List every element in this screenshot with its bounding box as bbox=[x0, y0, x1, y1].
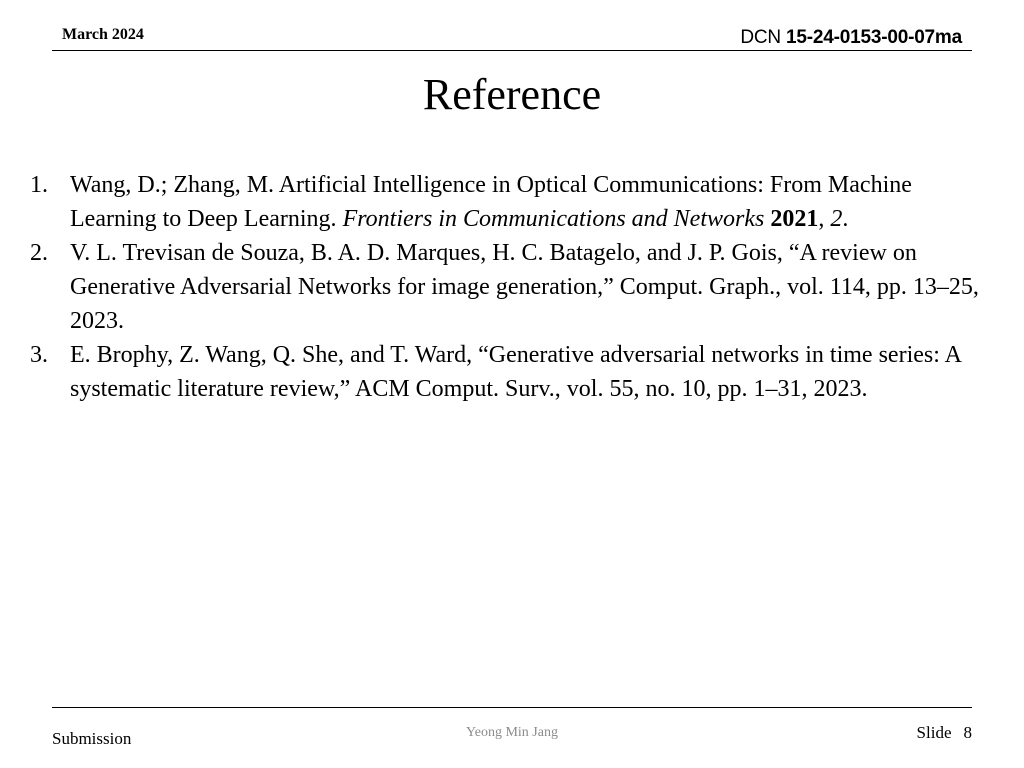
reference-journal: Frontiers in Communications and Networks bbox=[342, 206, 765, 232]
reference-text: V. L. Trevisan de Souza, B. A. D. Marques, H. C. Batagelo, and J. P. Gois, “A review on Generative Adversarial Networks for image generation,” Comput. Graph., vol. 114, pp. 13–25, 2023. bbox=[70, 240, 979, 334]
reference-end: . bbox=[842, 206, 849, 232]
footer-submission: Submission bbox=[52, 729, 132, 748]
reference-item bbox=[28, 168, 996, 236]
reference-number: 1. bbox=[30, 172, 48, 198]
header-date: March 2024 bbox=[62, 26, 144, 43]
slide-number: 8 bbox=[963, 723, 972, 742]
dcn-label: DCN bbox=[740, 27, 781, 48]
header-divider bbox=[52, 50, 972, 51]
reference-volume: 2 bbox=[830, 206, 843, 232]
slide-title: Reference bbox=[422, 70, 602, 119]
reference-year: 2021 bbox=[770, 206, 819, 232]
reference-number: 2. bbox=[30, 240, 48, 266]
reference-text: E. Brophy, Z. Wang, Q. She, and T. Ward, “Generative adversarial networks in time series: A systematic literature review,” ACM Comput. Surv., vol. 55, no. 10, pp. 1–31, 2023. bbox=[70, 342, 961, 402]
dcn-number: 15-24-0153-00-07ma bbox=[786, 27, 962, 48]
reference-list bbox=[28, 168, 996, 406]
reference-number: 3. bbox=[30, 342, 48, 368]
footer-author: Yeong Min Jang bbox=[466, 725, 558, 740]
document-control-number bbox=[740, 27, 962, 49]
slide-label: Slide bbox=[916, 723, 952, 742]
reference-text: Wang, D.; Zhang, M. Artificial Intelligence in Optical Communications: From Machine Learning to Deep Learning. bbox=[70, 172, 912, 232]
footer-slide-indicator bbox=[917, 723, 972, 743]
reference-item bbox=[28, 236, 996, 338]
reference-item bbox=[28, 338, 996, 406]
reference-separator: , bbox=[818, 206, 831, 232]
footer-divider bbox=[52, 707, 972, 708]
